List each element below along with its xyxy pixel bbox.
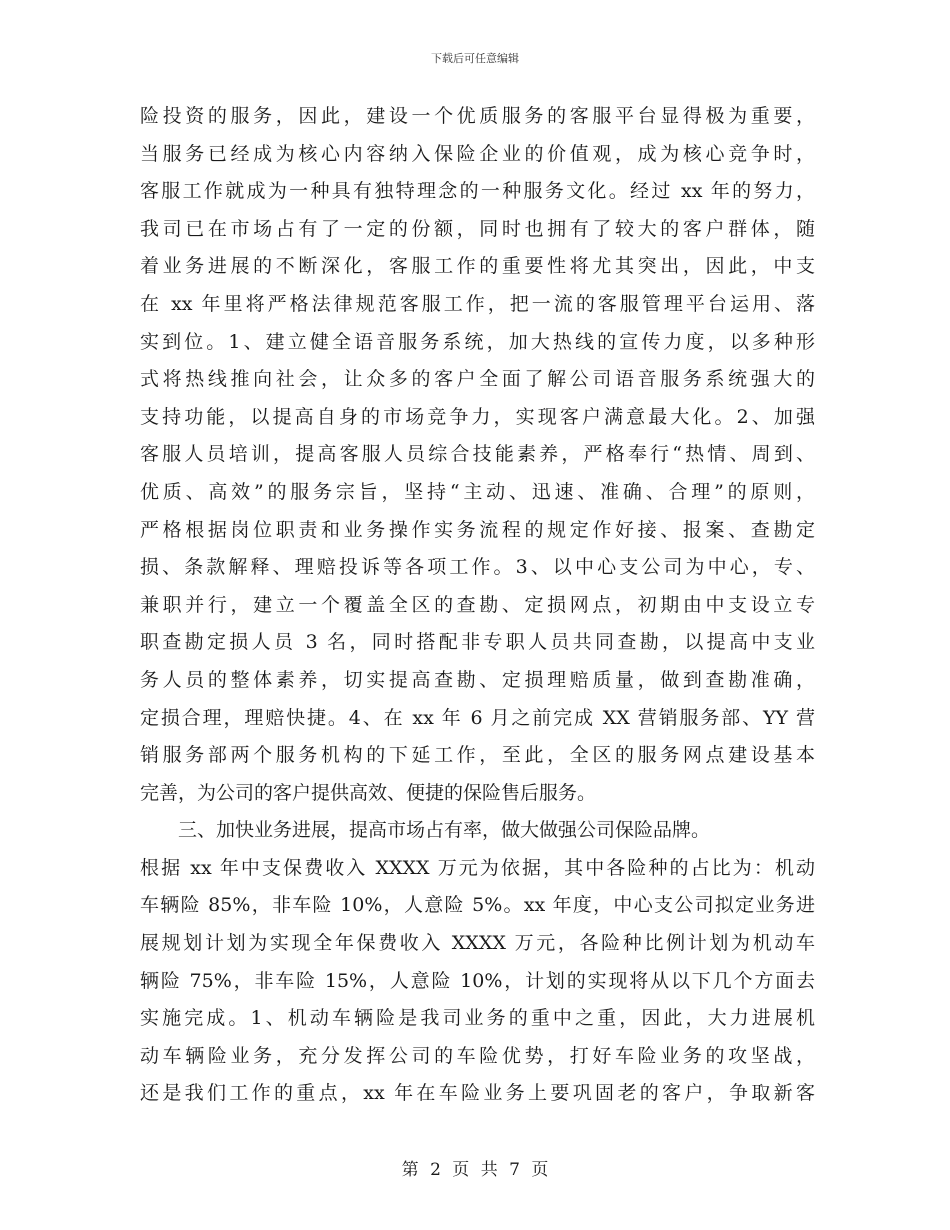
text-line: 动车辆险业务，充分发挥公司的车险优势，打好车险业务的攻坚战，	[140, 1044, 815, 1067]
text-line: 兼职并行，建立一个覆盖全区的查勘、定损网点，初期由中支设立专	[140, 593, 815, 616]
text-line: 着业务进展的不断深化，客服工作的重要性将尤其突出，因此，中支	[140, 255, 815, 278]
page-header: 下载后可任意编辑	[431, 52, 519, 65]
text-line: 险投资的服务，因此，建设一个优质服务的客服平台显得极为重要，	[140, 105, 815, 127]
text-line: 三、加快业务进展，提高市场占有率，做大做强公司保险品牌。	[178, 819, 711, 842]
text-line: 定损合理，理赔快捷。4、在 xx 年 6 月之前完成 XX 营销服务部、YY 营	[140, 706, 815, 729]
text-line: 车辆险 85%，非车险 10%，人意险 5%。xx 年度，中心支公司拟定业务进	[140, 894, 815, 917]
text-line: 完善，为公司的客户提供高效、便捷的保险售后服务。	[140, 781, 597, 804]
text-line: 优质、高效”的服务宗旨，坚持“主动、迅速、准确、合理”的原则，	[140, 480, 815, 503]
text-line: 严格根据岗位职责和业务操作实务流程的规定作好接、报案、查勘定	[140, 518, 815, 541]
text-line: 当服务已经成为核心内容纳入保险企业的价值观，成为核心竞争时，	[140, 142, 815, 165]
text-line: 根据 xx 年中支保费收入 XXXX 万元为依据，其中各险种的占比为：机动	[140, 856, 815, 879]
text-line: 客服人员培训，提高客服人员综合技能素养，严格奉行“热情、周到、	[140, 443, 815, 466]
text-line: 实施完成。1、机动车辆险是我司业务的重中之重，因此，大力进展机	[140, 1007, 815, 1030]
text-line: 职查勘定损人员 3 名，同时搭配非专职人员共同查勘，以提高中支业	[140, 631, 815, 654]
text-line: 实到位。1、建立健全语音服务系统，加大热线的宣传力度，以多种形	[140, 330, 815, 353]
text-line: 务人员的整体素养，切实提高查勘、定损理赔质量，做到查勘准确，	[140, 668, 815, 691]
text-line: 销服务部两个服务机构的下延工作，至此，全区的服务网点建设基本	[140, 744, 815, 767]
text-line: 损、条款解释、理赔投诉等各项工作。3、以中心支公司为中心，专、	[140, 556, 815, 579]
text-line: 我司已在市场占有了一定的份额，同时也拥有了较大的客户群体，随	[140, 217, 815, 240]
text-line: 支持功能，以提高自身的市场竞争力，实现客户满意最大化。2、加强	[140, 405, 815, 428]
text-line: 式将热线推向社会，让众多的客户全面了解公司语音服务系统强大的	[140, 368, 815, 391]
body-text	[140, 98, 815, 1113]
text-line: 在 xx 年里将严格法律规范客服工作，把一流的客服管理平台运用、落	[140, 292, 815, 315]
text-line: 展规划计划为实现全年保费收入 XXXX 万元，各险种比例计划为机动车	[140, 932, 815, 955]
text-line: 还是我们工作的重点，xx 年在车险业务上要巩固老的客户，争取新客	[140, 1082, 815, 1105]
text-line: 客服工作就成为一种具有独特理念的一种服务文化。经过 xx 年的努力，	[140, 180, 815, 203]
page-footer: 第 2 页 共 7 页	[401, 1160, 549, 1180]
text-line: 辆险 75%，非车险 15%，人意险 10%，计划的实现将从以下几个方面去	[140, 969, 815, 992]
